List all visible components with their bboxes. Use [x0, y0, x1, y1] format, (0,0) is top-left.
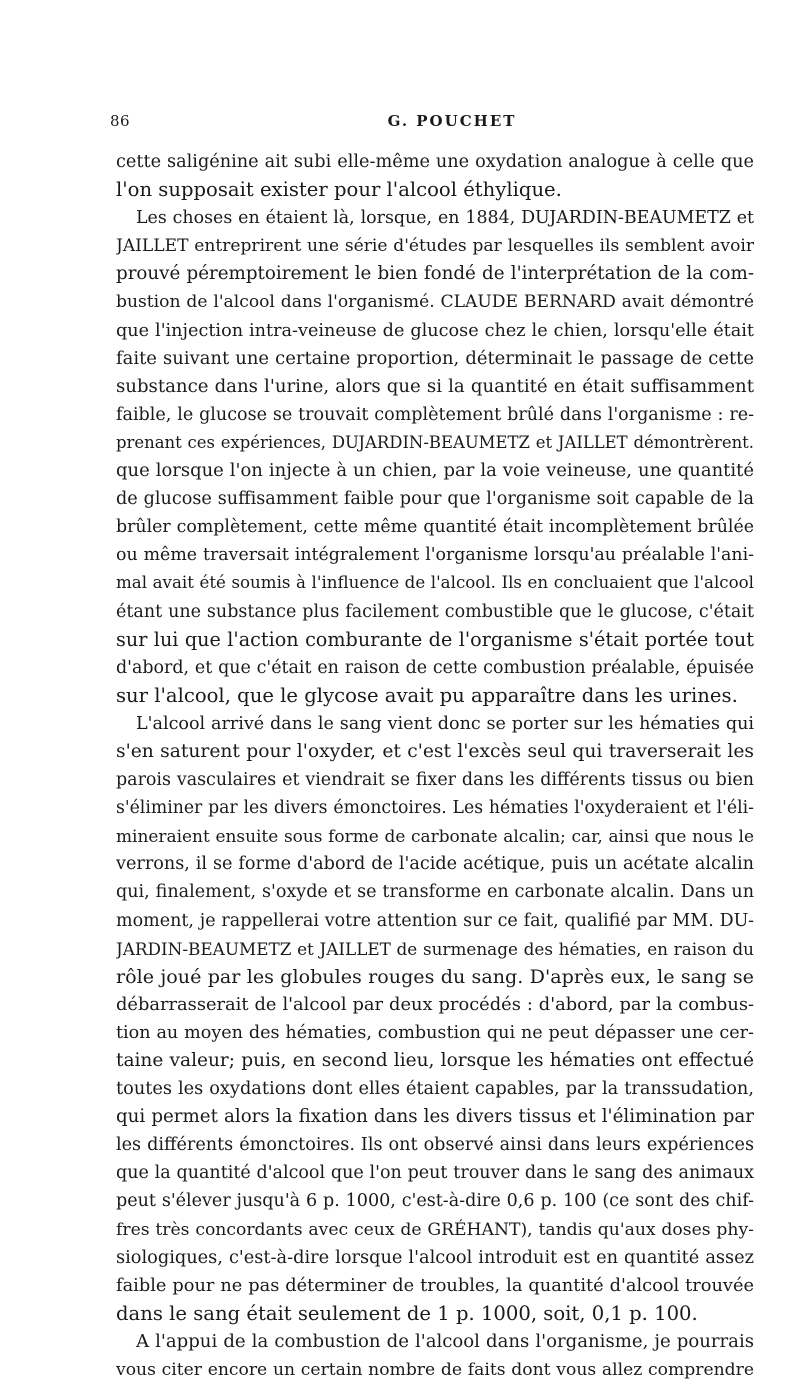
text-line: verrons, il se forme d'abord de l'acide acétique, puis un acétate alcalin — [116, 854, 754, 875]
page-number: 86 — [110, 112, 131, 130]
text-line: dans le sang était seulement de 1 p. 1000, soit, 0,1 p. 100. — [116, 1301, 698, 1325]
text-line: sur l'alcool, que le glycose avait pu apparaître dans les urines. — [116, 683, 738, 707]
text-line: siologiques, c'est-à-dire lorsque l'alcool introduit est en quantité assez — [116, 1247, 754, 1268]
text-line: JAILLET entreprirent une série d'études par lesquelles ils semblent avoir — [116, 236, 754, 257]
text-line: de glucose suffisamment faible pour que l'organisme soit capable de la — [116, 489, 754, 510]
text-line: Les choses en étaient là, lorsque, en 1884, DUJARDIN-BEAUMETZ et — [136, 208, 754, 229]
text-line: vous citer encore un certain nombre de faits dont vous allez comprendre — [116, 1360, 754, 1381]
text-line: fres très concordants avec ceux de GRÉHANT), tandis qu'aux doses phy- — [116, 1219, 754, 1240]
text-line: mal avait été soumis à l'influence de l'alcool. Ils en concluaient que l'alcool — [116, 573, 754, 593]
text-line: A l'appui de la combustion de l'alcool dans l'organisme, je pourrais — [136, 1330, 754, 1352]
running-head — [110, 112, 754, 134]
text-line: l'on supposait exister pour l'alcool éthylique. — [116, 178, 562, 202]
text-line: JARDIN-BEAUMETZ et JAILLET de surmenage des hématies, en raison du — [116, 938, 754, 959]
text-line: brûler complètement, cette même quantité était incomplètement brûlée — [116, 517, 754, 538]
text-line: moment, je rappellerai votre attention sur ce fait, qualifié par MM. DU- — [116, 910, 754, 931]
text-line: L'alcool arrivé dans le sang vient donc se porter sur les hématies qui — [136, 713, 754, 734]
text-line: faible pour ne pas déterminer de troubles, la quantité d'alcool trouvée — [116, 1275, 754, 1296]
text-line: que l'injection intra-veineuse de glucose chez le chien, lorsqu'elle était — [116, 320, 754, 341]
text-line: s'en saturent pour l'oxyder, et c'est l'excès seul qui traverserait les — [116, 740, 754, 762]
text-line: étant une substance plus facilement combustible que le glucose, c'était — [116, 601, 754, 622]
text-line: taine valeur; puis, en second lieu, lorsque les hématies ont effectué — [116, 1050, 754, 1071]
text-line: d'abord, et que c'était en raison de cette combustion préalable, épuisée — [116, 657, 754, 678]
text-line: les différents émonctoires. Ils ont observé ainsi dans leurs expériences — [116, 1135, 754, 1156]
text-line: qui permet alors la fixation dans les divers tissus et l'élimination par — [116, 1106, 754, 1128]
text-line: débarrasserait de l'alcool par deux procédés : d'abord, par la combus- — [116, 993, 754, 1015]
body-text — [116, 148, 754, 1384]
text-line: que la quantité d'alcool que l'on peut trouver dans le sang des animaux — [116, 1163, 754, 1184]
text-line: faite suivant une certaine proportion, déterminait le passage de cette — [116, 347, 754, 369]
text-line: que lorsque l'on injecte à un chien, par la voie veineuse, une quantité — [116, 460, 754, 482]
text-line: rôle joué par les globules rouges du sang. D'après eux, le sang se — [116, 964, 754, 988]
text-line: faible, le glucose se trouvait complètement brûlé dans l'organisme : re- — [116, 404, 754, 425]
text-line: cette saligénine ait subi elle-même une oxydation analogue à celle que — [116, 152, 754, 172]
text-line: qui, finalement, s'oxyde et se transforme en carbonate alcalin. Dans un — [116, 882, 754, 903]
text-line: peut s'élever jusqu'à 6 p. 1000, c'est-à-dire 0,6 p. 100 (ce sont des chif- — [116, 1191, 754, 1212]
text-line: s'éliminer par les divers émonctoires. Les hématies l'oxyderaient et l'éli- — [116, 798, 754, 819]
text-line: sur lui que l'action comburante de l'organisme s'était portée tout — [116, 627, 754, 651]
text-line: parois vasculaires et viendrait se fixer dans les différents tissus ou bien — [116, 770, 754, 791]
text-line: prouvé péremptoirement le bien fondé de l'interprétation de la com- — [116, 263, 754, 285]
text-line: prenant ces expériences, DUJARDIN-BEAUMETZ et JAILLET démontrèrent. — [116, 432, 754, 452]
text-line: substance dans l'urine, alors que si la quantité en était suffisamment — [116, 375, 754, 397]
running-title: G. POUCHET — [387, 112, 517, 130]
text-line: tion au moyen des hématies, combustion qui ne peut dépasser une cer- — [116, 1022, 754, 1043]
text-line: ou même traversait intégralement l'organisme lorsqu'au préalable l'ani- — [116, 545, 754, 566]
text-line: bustion de l'alcool dans l'organismé. CLAUDE BERNARD avait démontré — [116, 292, 754, 313]
text-line: toutes les oxydations dont elles étaient capables, par la transsudation, — [116, 1079, 754, 1100]
text-line: mineraient ensuite sous forme de carbonate alcalin; car, ainsi que nous le — [116, 826, 754, 847]
